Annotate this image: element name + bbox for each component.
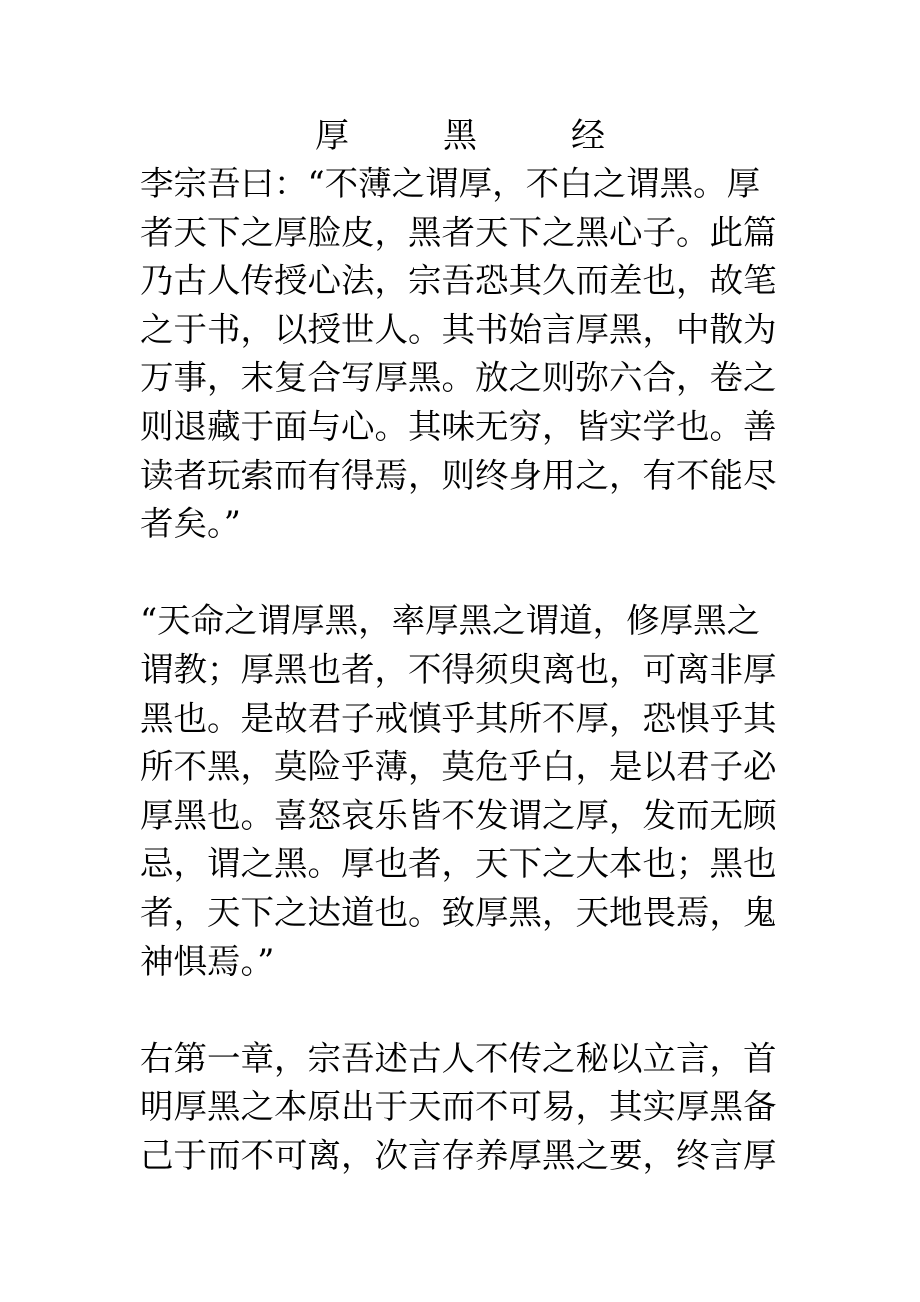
text-line: 忌，谓之黑。厚也者，天下之大本也；黑也 (140, 844, 777, 884)
text-line: 己于而不可离，次言存养厚黑之要，终言厚 (140, 1135, 777, 1175)
text-line: “天命之谓厚黑，率厚黑之谓道，修厚黑之 (140, 601, 761, 641)
paragraph-gap (140, 549, 780, 598)
paragraph-gap (140, 986, 780, 1035)
document-body (140, 160, 780, 1180)
text-line: 李宗吾曰：“不薄之谓厚，不白之谓黑。厚 (140, 164, 761, 203)
text-line: 之于书，以授世人。其书始言厚黑，中散为 (140, 309, 777, 349)
document-title: 厚 黑 经 (315, 116, 635, 156)
text-line: 者，天下之达道也。致厚黑，天地畏焉，鬼 (140, 892, 777, 932)
text-line: 万事，末复合写厚黑。放之则弥六合，卷之 (140, 358, 777, 398)
text-line: 明厚黑之本原出于天而不可易，其实厚黑备 (140, 1087, 777, 1127)
text-line: 谓教；厚黑也者，不得须臾离也，可离非厚 (140, 649, 777, 689)
text-line: 者天下之厚脸皮，黑者天下之黑心子。此篇 (140, 212, 777, 252)
text-line: 所不黑，莫险乎薄，莫危乎白，是以君子必 (140, 747, 777, 787)
text-line: 读者玩索而有得焉，则终身用之，有不能尽 (140, 455, 777, 495)
text-line: 乃古人传授心法，宗吾恐其久而差也，故笔 (140, 261, 777, 301)
text-line: 则退藏于面与心。其味无穷，皆实学也。善 (140, 406, 777, 446)
text-line: 黑也。是故君子戒慎乎其所不厚，恐惧乎其 (140, 698, 777, 738)
text-line: 右第一章，宗吾述古人不传之秘以立言，首 (140, 1038, 777, 1078)
text-line: 厚黑也。喜怒哀乐皆不发谓之厚，发而无顾 (140, 795, 777, 835)
text-line: 者矣。” (140, 504, 241, 544)
text-line: 神惧焉。” (140, 941, 275, 981)
